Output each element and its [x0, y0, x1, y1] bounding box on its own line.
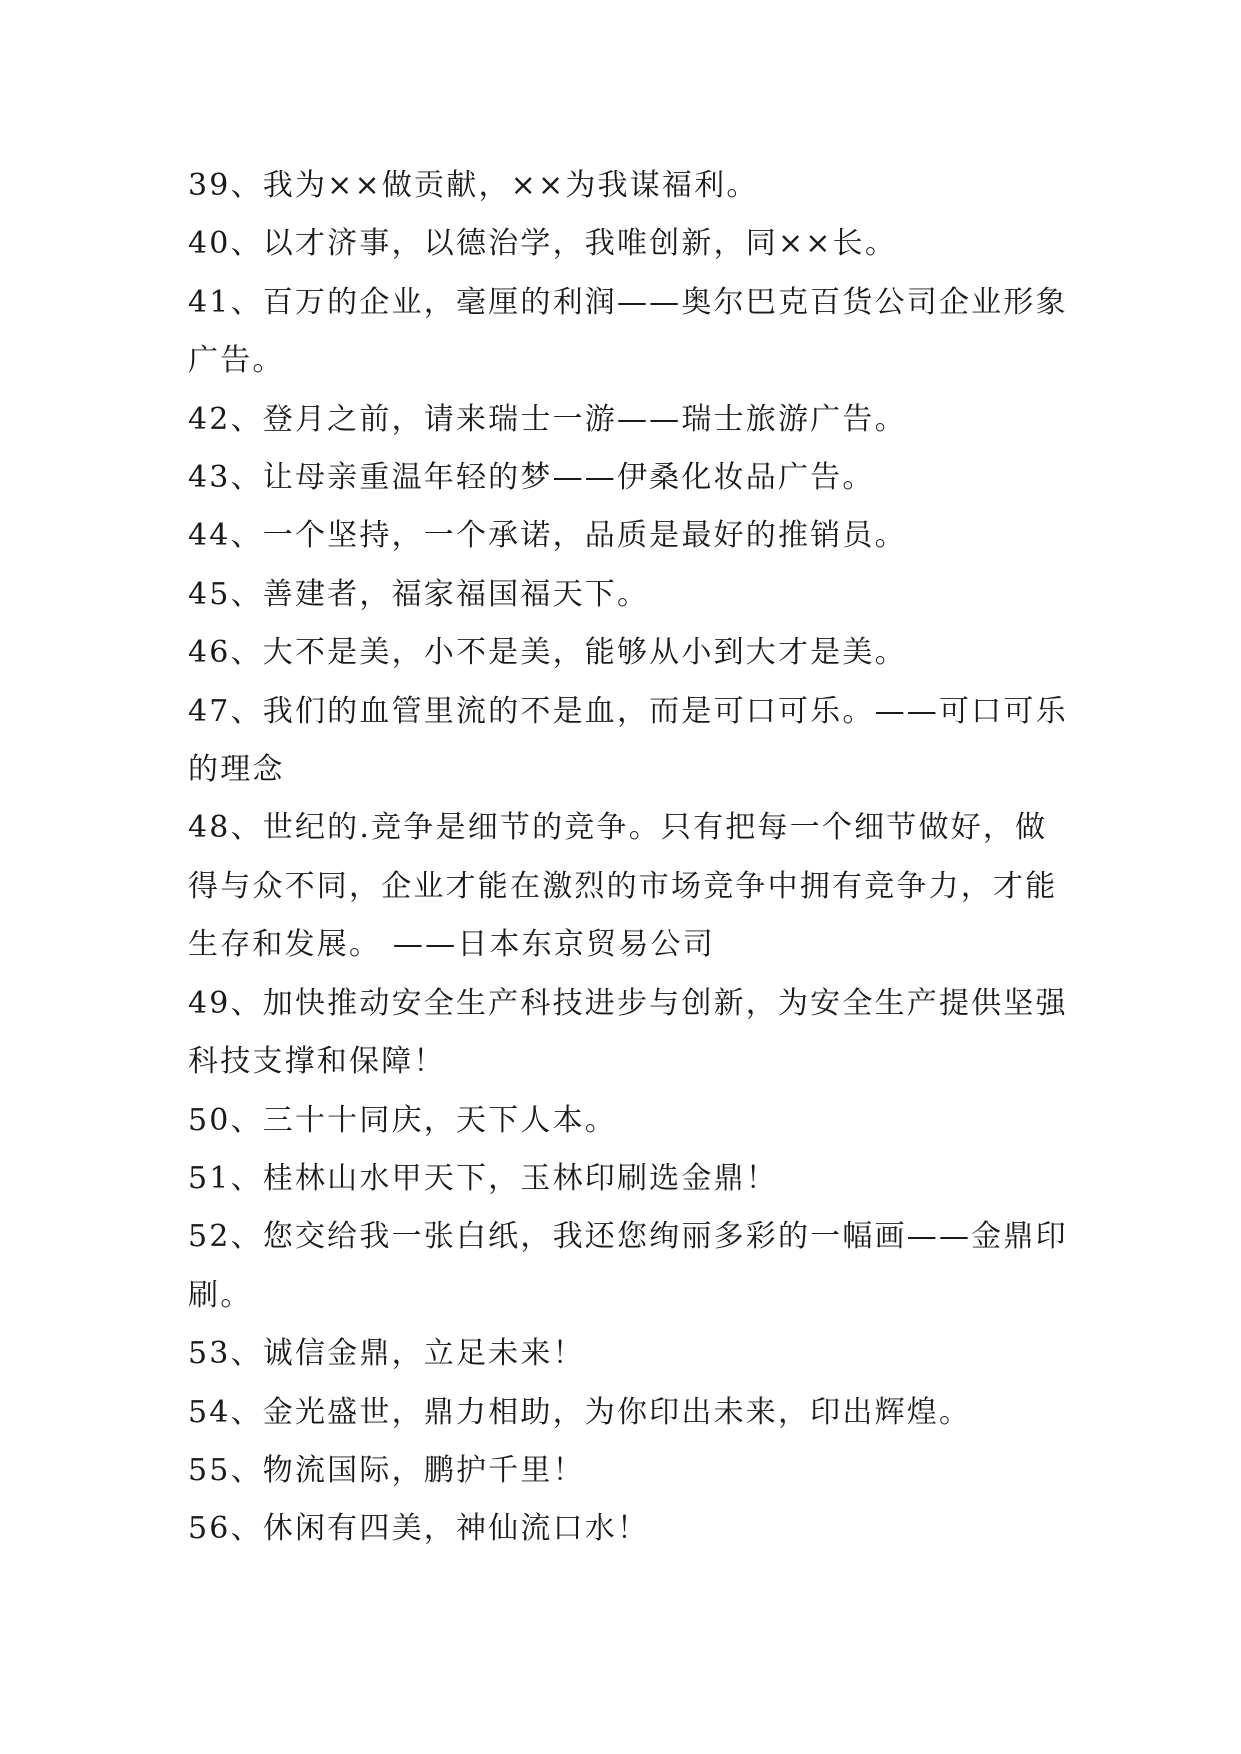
paragraph-47: 47、我们的血管里流的不是血，而是可口可乐。——可口可乐的理念 — [188, 693, 1068, 788]
paragraph-42: 42、登月之前，请来瑞士一游——瑞士旅游广告。 — [188, 401, 907, 437]
paragraph-51: 51、桂林山水甲天下，玉林印刷选金鼎！ — [188, 1160, 778, 1196]
paragraph-48: 48、世纪的.竞争是细节的竞争。只有把每一个细节做好，做得与众不同，企业才能在激烈的市场竞争中拥有竞争力，才能生存和发展。 ——日本东京贸易公司 — [188, 810, 1058, 963]
paragraph-50: 50、三十十同庆，天下人本。 — [188, 1102, 617, 1138]
document-body — [188, 157, 1068, 1559]
paragraph-44: 44、一个坚持，一个承诺，品质是最好的推销员。 — [188, 518, 907, 554]
paragraph-43: 43、让母亲重温年轻的梦——伊桑化妆品广告。 — [188, 460, 875, 496]
paragraph-45: 45、善建者，福家福国福天下。 — [188, 576, 650, 612]
paragraph-39: 39、我为××做贡献，××为我谋福利。 — [188, 168, 759, 203]
paragraph-40: 40、以才济事，以德治学，我唯创新，同××长。 — [188, 226, 898, 262]
paragraph-41: 41、百万的企业，毫厘的利润——奥尔巴克百货公司企业形象广告。 — [188, 284, 1068, 379]
paragraph-46: 46、大不是美，小不是美，能够从小到大才是美。 — [188, 635, 907, 671]
paragraph-49: 49、加快推动安全生产科技进步与创新，为安全生产提供坚强科技支撑和保障！ — [188, 985, 1068, 1080]
paragraph-52: 52、您交给我一张白纸，我还您绚丽多彩的一幅画——金鼎印刷。 — [188, 1219, 1068, 1313]
paragraph-53: 53、诚信金鼎，立足未来！ — [188, 1336, 585, 1372]
paragraph-55: 55、物流国际，鹏护千里！ — [188, 1452, 585, 1488]
paragraph-56: 56、休闲有四美，神仙流口水！ — [188, 1511, 650, 1547]
paragraph-54: 54、金光盛世，鼎力相助，为你印出未来，印出辉煌。 — [188, 1394, 972, 1430]
